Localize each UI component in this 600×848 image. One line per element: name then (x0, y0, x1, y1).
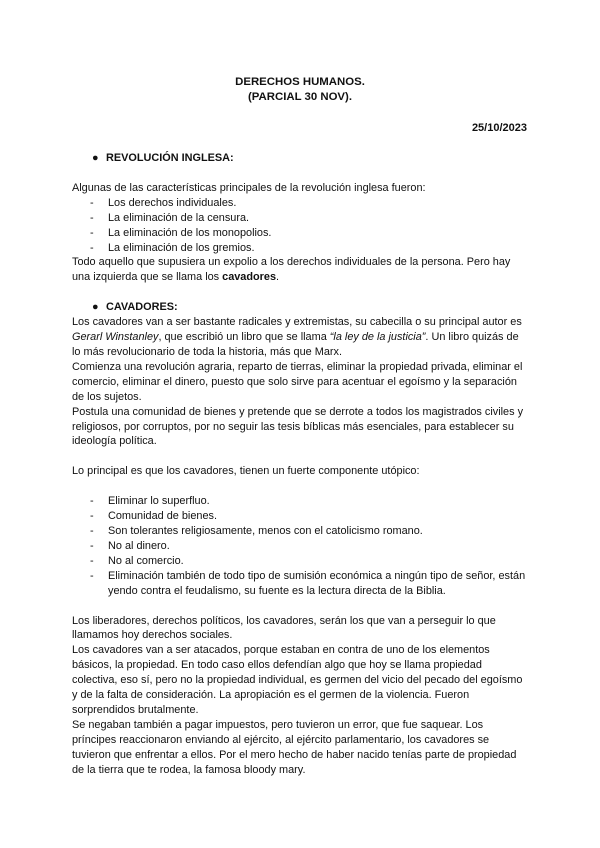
paragraph: Algunas de las características principales de la revolución inglesa fueron: (72, 181, 426, 194)
spacer (72, 479, 528, 494)
dash-list (72, 494, 528, 598)
dash-icon: - (90, 196, 94, 209)
paragraph (72, 255, 528, 285)
paragraph: Los liberadores, derechos políticos, los cavadores, serán los que van a perseguir lo que llamamos hoy derechos sociales. (72, 614, 496, 642)
list-item (72, 524, 528, 539)
text-run: , que escribió un libro que se llama (158, 331, 330, 344)
dash-icon: - (90, 211, 94, 224)
text-run: Los cavadores van a ser bastante radicales y extremistas, su cabecilla o su principal autor es (72, 316, 522, 329)
spacer (72, 166, 528, 181)
bullet-icon: ● (92, 301, 99, 314)
section-heading-cavadores (72, 300, 528, 315)
list-item-text: Comunidad de bienes. (108, 510, 217, 523)
text-run: . Un libro quizás de lo más revolucionario de toda la historia, más que Marx. (72, 331, 519, 358)
italic-text: Gerarl Winstanley (72, 331, 159, 344)
spacer (72, 599, 528, 614)
list-item (72, 241, 528, 256)
section-heading-text: CAVADORES: (106, 301, 178, 314)
document-date: 25/10/2023 (471, 122, 527, 134)
paragraph: Comienza una revolución agraria, reparto de tierras, eliminar la propiedad privada, eliminar el comercio, eliminar el dinero, puesto que solo sirve para acentuar el egoísmo y la separación de los sujetos. (72, 360, 523, 403)
paragraph: Los cavadores van a ser atacados, porque estaban en contra de uno de los elementos básicos, la propiedad. En todo caso ellos defendían algo que hoy se llama propiedad colectiva, eso sí, pero no la propiedad individual, es germen del vicio del pecado del egoísmo y de la falta de consideración. La apropiación es el germen de la violencia. Fueron sorprendidos brutalmente. (72, 644, 523, 716)
list-item (72, 494, 528, 509)
section-heading-revolucion-inglesa (72, 151, 528, 166)
list-item-text: No al comercio. (108, 554, 184, 567)
section-heading-text: REVOLUCIÓN INGLESA: (106, 152, 234, 164)
text-run: . (276, 271, 280, 284)
list-item (72, 554, 528, 569)
list-item-text: Los derechos individuales. (108, 196, 237, 209)
list-item-text: La eliminación de la censura. (108, 211, 250, 224)
dash-icon: - (90, 226, 94, 239)
document-title (0, 75, 600, 105)
list-item (72, 539, 528, 554)
paragraph (72, 315, 528, 360)
list-item (72, 196, 528, 211)
dash-icon: - (90, 569, 94, 582)
paragraph: Se negaban también a pagar impuestos, pero tuvieron un error, que fue saquear. Los príncipes reaccionaron enviando al ejército, al ejército parlamentario, los cavadores se tuvieron que enfrentar a ellos. Por el mero hecho de haber nacido tenías parte de propiedad de la tierra que te rodea, la famosa bloody mary. (72, 718, 517, 776)
dash-icon: - (90, 525, 94, 538)
list-item-text: Son tolerantes religiosamente, menos con el catolicismo romano. (108, 525, 423, 538)
dash-list (72, 196, 528, 256)
bullet-icon: ● (92, 152, 99, 164)
list-item-text: Eliminar lo superfluo. (108, 495, 210, 508)
text-run: Todo aquello que supusiera un expolio a los derechos individuales de la persona. Pero hay una izquierda que se llama los (72, 256, 511, 284)
dash-icon: - (90, 510, 94, 523)
list-item-text: No al dinero. (108, 539, 170, 552)
document-body (72, 151, 528, 778)
paragraph: Lo principal es que los cavadores, tienen un fuerte componente utópico: (72, 465, 420, 478)
list-item (72, 226, 528, 241)
spacer (72, 449, 528, 464)
dash-icon: - (90, 495, 94, 508)
title-line-2: (PARCIAL 30 NOV). (247, 91, 352, 103)
list-item-text: Eliminación también de todo tipo de sumisión económica a ningún tipo de señor, están yendo contra el feudalismo, su fuente es la lectura directa de la Biblia. (108, 569, 526, 597)
bold-text: cavadores (222, 271, 277, 284)
list-item (72, 509, 528, 524)
paragraph: Postula una comunidad de bienes y pretende que se derrote a todos los magistrados civiles y religiosos, por corruptos, por no seguir las tesis bíblicas más esenciales, para establecer su ideología política. (72, 405, 524, 448)
title-line-1: DERECHOS HUMANOS. (235, 76, 365, 88)
list-item (72, 211, 528, 226)
dash-icon: - (90, 554, 94, 567)
italic-text: “la ley de la justicia” (329, 331, 426, 344)
list-item-text: La eliminación de los monopolios. (108, 226, 272, 239)
spacer (72, 285, 528, 300)
dash-icon: - (90, 539, 94, 552)
list-item (72, 569, 528, 599)
dash-icon: - (90, 241, 94, 254)
list-item-text: La eliminación de los gremios. (108, 241, 255, 254)
